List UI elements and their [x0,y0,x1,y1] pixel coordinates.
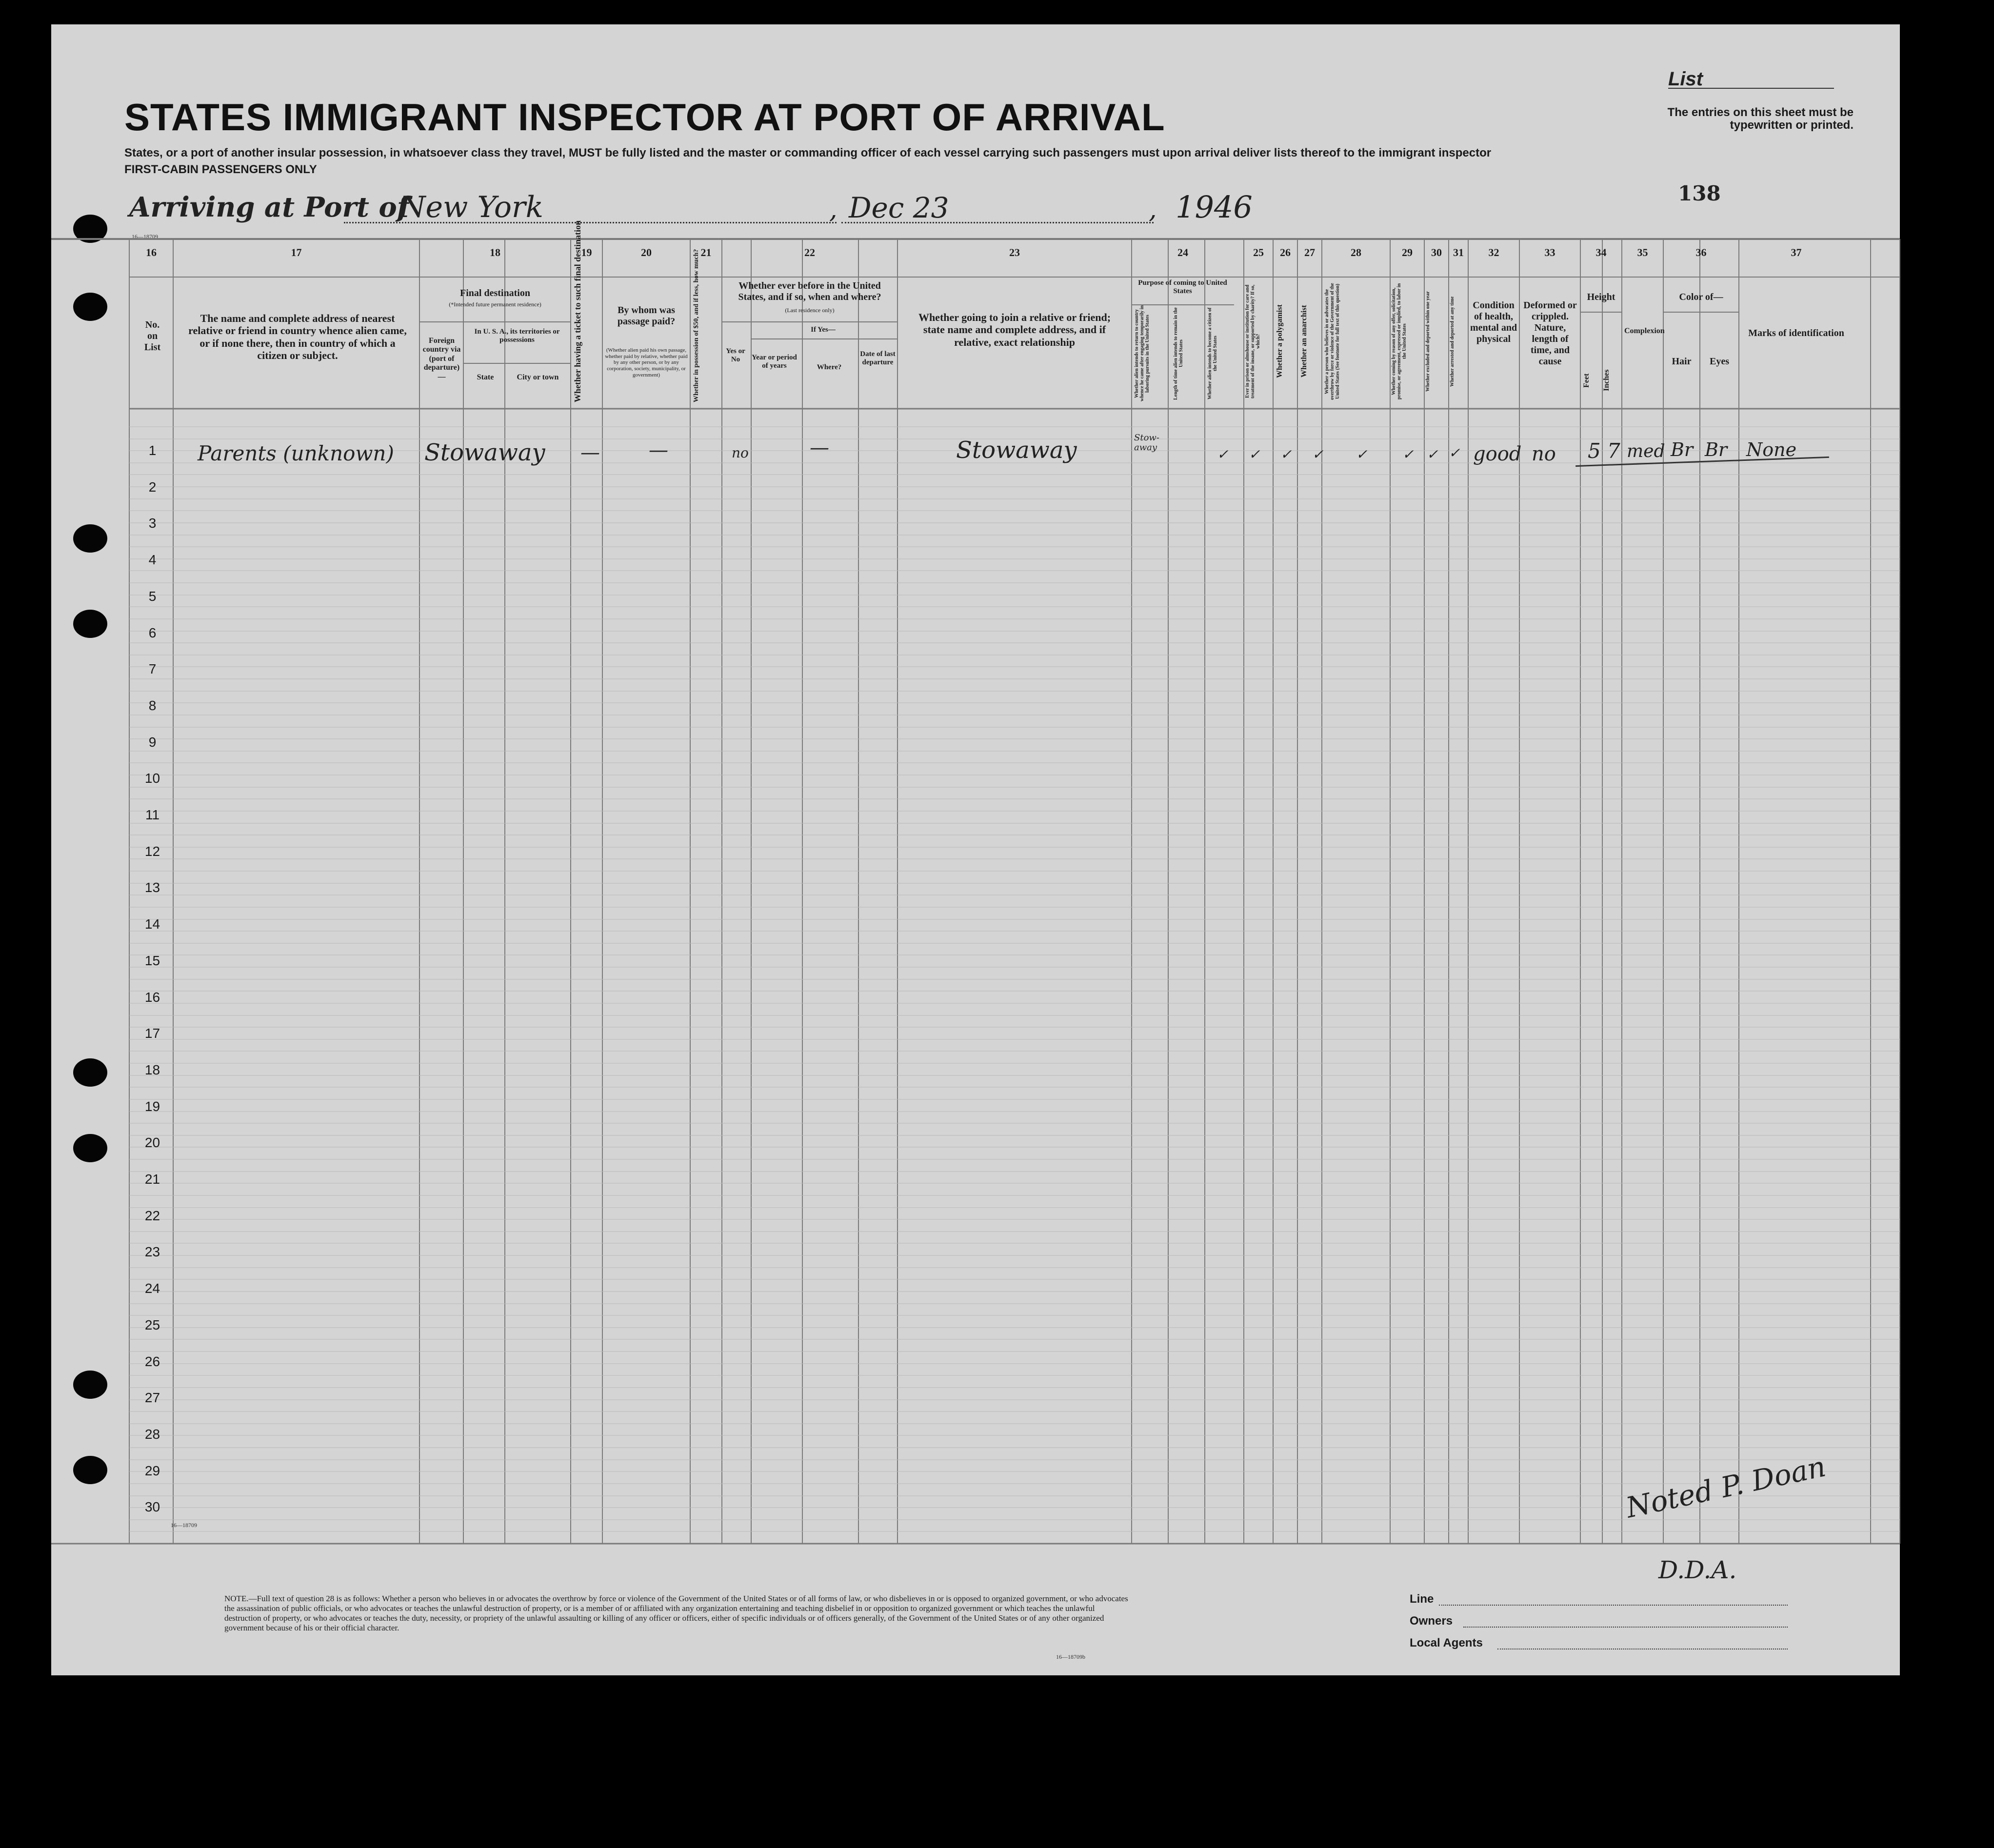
form-code-top: 16—18709 [132,233,158,240]
port-value: New York [400,190,543,224]
col-num-32: 32 [1488,246,1499,258]
header-purpose-a: Whether alien intends to return to country whence he came after engaging temporarily in laboring pursuits in the United States [1134,305,1150,402]
header-labor-offer: Whether coming by reason of any offer, solicitation, promise, or agreement, expressed or implied, to labor in the United States [1391,283,1407,400]
entry-check-31: ✓ [1427,446,1438,462]
row-number: 30 [144,1499,160,1515]
header-join-relative: Whether going to join a relative or friend; state name and complete address, and if relative, exact relationship [918,311,1111,348]
entry-inches: 7 [1607,439,1620,463]
col-num-19: 19 [581,246,592,258]
row-number: 21 [144,1172,160,1187]
header-anarchist: Whether an anarchist [1300,305,1308,378]
col-num-22: 22 [804,246,815,258]
col-num-18: 18 [490,246,500,258]
entry-check-28: ✓ [1312,446,1324,462]
row-number: 25 [144,1317,160,1332]
header-hair: Hair [1672,356,1692,367]
subtitle-line-1: States, or a port of another insular possession, in whatsoever class they travel, MUST be fully listed and the master or commanding officer of each vessel carrying such passengers must upon arrival deliver lists thereof to the immigrant inspector [124,146,1492,159]
col-num-29: 29 [1402,246,1413,258]
header-polygamist: Whether a polygamist [1276,304,1284,378]
entry-check-29: ✓ [1356,446,1368,462]
row-number: 10 [144,771,160,786]
col-num-37: 37 [1791,246,1802,258]
header-no-on-list: No. on List [144,319,161,353]
header-health: Condition of health, mental and physical [1470,300,1517,344]
row-number: 16 [144,989,160,1005]
row-number: 6 [148,625,157,640]
form-code-grid: 16—18709 [171,1522,197,1529]
sheet-number: 138 [1678,181,1721,205]
col-num-36: 36 [1695,246,1707,258]
header-last-departure: Date of last departure [860,350,896,367]
footer-note-code: 16—18709b [1056,1653,1085,1660]
header-in-usa: In U. S. A., its territories or possessions [474,328,560,344]
owners-underline [1463,1627,1788,1628]
row-number: 12 [144,843,160,859]
col-num-34: 34 [1595,246,1607,258]
row-number: 7 [148,661,157,677]
date-comma: , [829,195,837,224]
header-where: Where? [817,363,842,371]
col-num-17: 17 [291,246,302,258]
row-number: 22 [144,1208,160,1223]
entry-marks: None [1746,439,1797,460]
row-number: 8 [148,697,157,713]
date-value: Dec 23 [849,191,949,224]
header-city: City or town [517,373,559,381]
arriving-label: Arriving at Port of [129,191,409,223]
col-num-24: 24 [1177,246,1188,258]
entry-check-26: ✓ [1249,446,1260,462]
signature: Noted P. Doan [1623,1450,1829,1525]
header-purpose: Purpose of coming to United States [1138,279,1227,296]
col-num-16: 16 [146,246,157,258]
col-num-31: 31 [1453,246,1464,258]
header-purpose-c: Whether alien intends to become a citizen of the United States [1207,307,1218,400]
header-purpose-b: Length of time alien intends to remain in the United States [1173,307,1184,400]
row-number: 11 [145,807,160,822]
entry-check-25: ✓ [1217,446,1229,462]
page-title: STATES IMMIGRANT INSPECTOR AT PORT OF ARRIVAL [124,96,1165,139]
row-number: 24 [144,1281,160,1296]
entry-check-30: ✓ [1402,446,1414,462]
entry-ticket: — [580,441,600,464]
agents-label: Local Agents [1410,1636,1483,1649]
header-final-destination-note: (*Intended future permanent residence) [449,301,541,308]
row-number: 14 [144,916,160,932]
row-number: 23 [144,1244,160,1260]
col-num-26: 26 [1280,246,1291,258]
header-prison: Ever in prison or almshouse or institution for care and treatment of the insane, or supported by charity? If so, which? [1245,284,1261,398]
row-number: 4 [148,552,157,568]
entry-deformed: no [1532,443,1556,465]
header-state: State [477,373,494,381]
row-number: 28 [144,1426,160,1442]
row-number: 13 [144,880,160,895]
owners-label: Owners [1410,1614,1453,1628]
year-value: 1946 [1176,189,1253,225]
col-num-30: 30 [1431,246,1442,258]
entry-feet: 5 [1588,439,1601,463]
initials: D.D.A. [1658,1556,1737,1584]
header-excluded: Whether excluded and deported within one year [1425,291,1431,392]
entry-join: Stowaway [956,437,1077,464]
header-feet: Feet [1582,373,1591,388]
row-number: 27 [144,1390,160,1406]
col-num-33: 33 [1544,246,1555,258]
entry-check-27: ✓ [1280,446,1292,462]
col-num-21: 21 [700,246,712,258]
row-number: 19 [144,1098,160,1114]
header-fifty-dollars: Whether in possession of $50, and if less, how much? [693,249,700,402]
row-number: 26 [144,1353,160,1369]
header-year: Year or period of years [752,354,797,370]
entry-check-32: ✓ [1449,445,1460,461]
header-complexion: Complexion [1624,327,1665,335]
col-num-23: 23 [1009,246,1020,258]
header-if-yes: If Yes— [811,326,836,334]
entry-purpose: Stow-away [1134,433,1159,453]
header-marks: Marks of identification [1748,328,1844,338]
row-number: 3 [148,516,157,531]
subtitle-line-2: FIRST-CABIN PASSENGERS ONLY [124,163,317,176]
row-number: 17 [144,1026,160,1041]
header-eyes: Eyes [1710,356,1729,367]
col-num-27: 27 [1304,246,1315,258]
entry-health: good [1473,443,1522,465]
row-number: 1 [148,443,157,458]
col-num-28: 28 [1351,246,1361,258]
line-label: Line [1410,1592,1434,1606]
header-passage-paid: By whom was passage paid? [617,305,676,327]
row-number: 20 [144,1135,160,1151]
col-num-25: 25 [1253,246,1264,258]
header-yes-no: Yes or No [726,347,745,364]
header-foreign-country: Foreign country via (port of departure)— [422,337,461,381]
row-number: 15 [144,953,160,968]
typewritten-instructions: The entries on this sheet must be typewritten or printed. [1667,106,1854,132]
row-number: 18 [144,1062,160,1077]
entry-relative: Parents (unknown) [198,441,394,465]
col-num-35: 35 [1637,246,1648,258]
footer-note: NOTE.—Full text of question 28 is as follows: Whether a person who believes in or advocates the overthrow by force or violence of the Government of the United States or of all forms of law, or who disbelieves in or is opposed to organized government, or who advocates the assassination of public officials, or who advocates or teaches the unlawful destruction of property, or is a member of or affiliated with any organization entertaining and teaching disbelief in or opposition to organized government or which teaches the unlawful destruction of property, or who advocates or teaches the duty, necessity, or propriety of the unlawful assaulting or killing of any officer or officers, either of specific individuals or of officers generally, of the Government of the United States or of any other organized government because of his or their official character. [224,1594,1128,1632]
entry-passage: — [649,439,668,461]
header-height: Height [1587,292,1615,302]
row-number: 9 [148,734,157,750]
header-before-us: Whether ever before in the United States, and if so, when and where? [738,280,881,302]
header-before-us-note: (Last residence only) [785,307,835,314]
entry-before-us: no [732,445,749,461]
entry-hair: Br [1671,439,1694,460]
entry-complexion: med [1627,441,1665,461]
header-final-destination: Final destination [460,288,530,298]
header-overthrow: Whether a person who believes in or advocates the overthrow by force or violence of the Government of the United States (See footnote for full text of this question) [1324,283,1340,400]
header-color-of: Color of— [1679,292,1723,302]
header-arrested: Whether arrested and deported at any time [1450,296,1455,387]
header-passage-note: (Whether alien paid his own passage, whether paid by relative, whether paid by any other person, or by any corporation, society, municipality, or government) [605,347,688,378]
year-comma: , [1149,195,1157,224]
header-ticket: Whether having a ticket to such final destination [573,220,582,402]
header-inches: Inches [1602,369,1611,392]
header-deformed: Deformed or crippled. Nature, length of time, and cause [1523,300,1577,367]
row-number: 29 [144,1463,160,1478]
list-label: List [1668,68,1703,90]
line-underline [1439,1605,1788,1606]
col-num-20: 20 [641,246,652,258]
header-nearest-relative: The name and complete address of nearest relative or friend in country whence alien came, or if none there, then in country of which a citizen or subject. [188,312,407,361]
row-number: 2 [148,479,157,495]
entry-eyes: Br [1705,439,1728,460]
entry-where: — [810,437,829,459]
row-number: 5 [148,588,157,604]
entry-destination: Stowaway [424,439,545,466]
